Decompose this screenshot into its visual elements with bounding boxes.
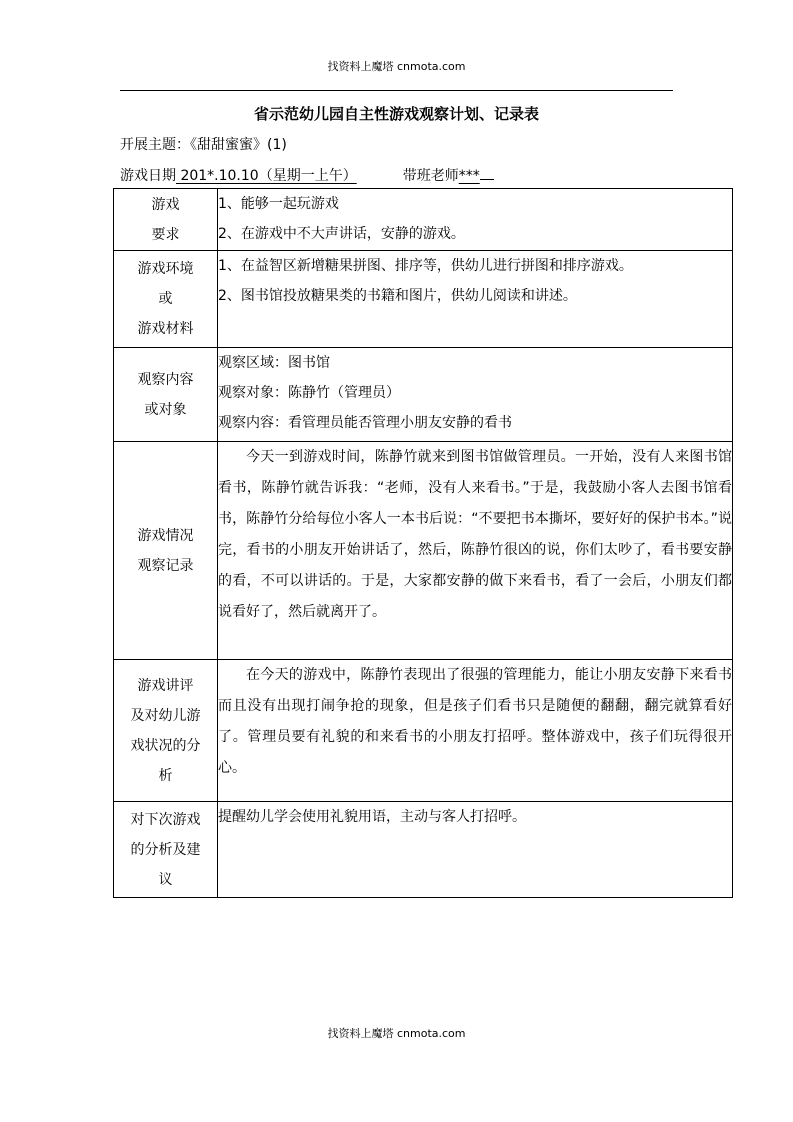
content-line: 提醒幼儿学会使用礼貌用语，主动与客人打招呼。	[218, 809, 526, 825]
label-line: 要求	[151, 226, 180, 243]
document-title: 省示范幼儿园自主性游戏观察计划、记录表	[253, 105, 539, 123]
label-line: 游戏情况	[137, 527, 194, 544]
label-line: 戏状况的分	[130, 737, 201, 754]
row-game-environment	[114, 251, 733, 348]
content-line: 观察区域：图书馆	[218, 355, 330, 371]
date-label: 游戏日期	[120, 168, 176, 184]
theme-value: 《甜甜蜜蜜》(1)	[190, 137, 287, 153]
label-line: 的分析及建	[130, 841, 201, 858]
teacher-label: 带班老师	[402, 168, 459, 184]
label-line: 或对象	[144, 401, 187, 418]
observation-record-table	[113, 188, 733, 898]
row-observation-target	[114, 348, 733, 442]
row-content	[218, 189, 733, 251]
row-content	[218, 802, 733, 898]
page-footer: 找资料上魔塔 cnmota.com	[327, 1027, 466, 1040]
theme-label: 开展主题：	[120, 137, 190, 153]
row-content	[218, 251, 733, 348]
label-line: 析	[158, 767, 173, 784]
date-line	[120, 165, 494, 185]
content-line: 2、图书馆投放糖果类的书籍和图片，供幼儿阅读和讲述。	[218, 288, 577, 304]
content-line: 1、能够一起玩游戏	[218, 196, 339, 212]
record-paragraph: 今天一到游戏时间，陈静竹就来到图书馆做管理员。一开始，没有人来图书馆看书，陈静竹就告诉我：“老师，没有人来看书。”于是，我鼓励小客人去图书馆看书，陈静竹分给每位小客人一本书后说：“不要把书本撕坏，要好好的保护书本。”说完，看书的小朋友开始讲话了，然后，陈静竹很凶的说，你们太吵了，看书要安静的看，不可以讲话的。于是，大家都安静的做下来看书，看了一会后，小朋友们都说看好了，然后就离开了。	[218, 449, 732, 620]
label-line: 对下次游戏	[130, 811, 201, 828]
row-next-suggestions	[114, 802, 733, 898]
label-line: 游戏讲评	[137, 677, 194, 694]
page-header: 找资料上魔塔 cnmota.com	[327, 60, 466, 73]
row-label	[114, 442, 218, 660]
label-line: 观察记录	[137, 557, 194, 574]
content-line: 观察对象：陈静竹（管理员）	[218, 385, 400, 401]
row-content	[218, 660, 733, 802]
label-line: 观察内容	[137, 371, 194, 388]
row-label	[114, 660, 218, 802]
row-game-requirements	[114, 189, 733, 251]
review-paragraph: 在今天的游戏中，陈静竹表现出了很强的管理能力，能让小朋友安静下来看书而且没有出现打闹争抢的现象，但是孩子们看书只是随便的翻翻，翻完就算看好了。管理员要有礼貌的和来看书的小朋友打招呼。整体游戏中，孩子们玩得很开心。	[218, 667, 732, 776]
label-line: 或	[158, 291, 173, 307]
row-label	[114, 348, 218, 442]
date-value: 201*.10.10（星期一上午）	[176, 168, 357, 184]
label-line: 及对幼儿游	[130, 707, 201, 724]
row-content	[218, 348, 733, 442]
row-observation-record	[114, 442, 733, 660]
content-line: 1、在益智区新增糖果拼图、排序等，供幼儿进行拼图和排序游戏。	[218, 258, 633, 274]
label-line: 游戏材料	[137, 321, 194, 337]
teacher-value: ***	[458, 168, 480, 184]
label-line: 议	[158, 871, 173, 888]
row-content	[218, 442, 733, 660]
row-label	[114, 189, 218, 251]
theme-line	[120, 134, 287, 154]
label-line: 游戏	[151, 196, 180, 213]
content-line: 观察内容：看管理员能否管理小朋友安静的看书	[218, 415, 512, 431]
content-line: 2、在游戏中不大声讲话，安静的游戏。	[218, 226, 465, 242]
row-game-review	[114, 660, 733, 802]
header-divider	[120, 90, 673, 91]
row-label	[114, 802, 218, 898]
teacher-blank	[480, 167, 494, 180]
label-line: 游戏环境	[137, 261, 194, 277]
row-label	[114, 251, 218, 348]
